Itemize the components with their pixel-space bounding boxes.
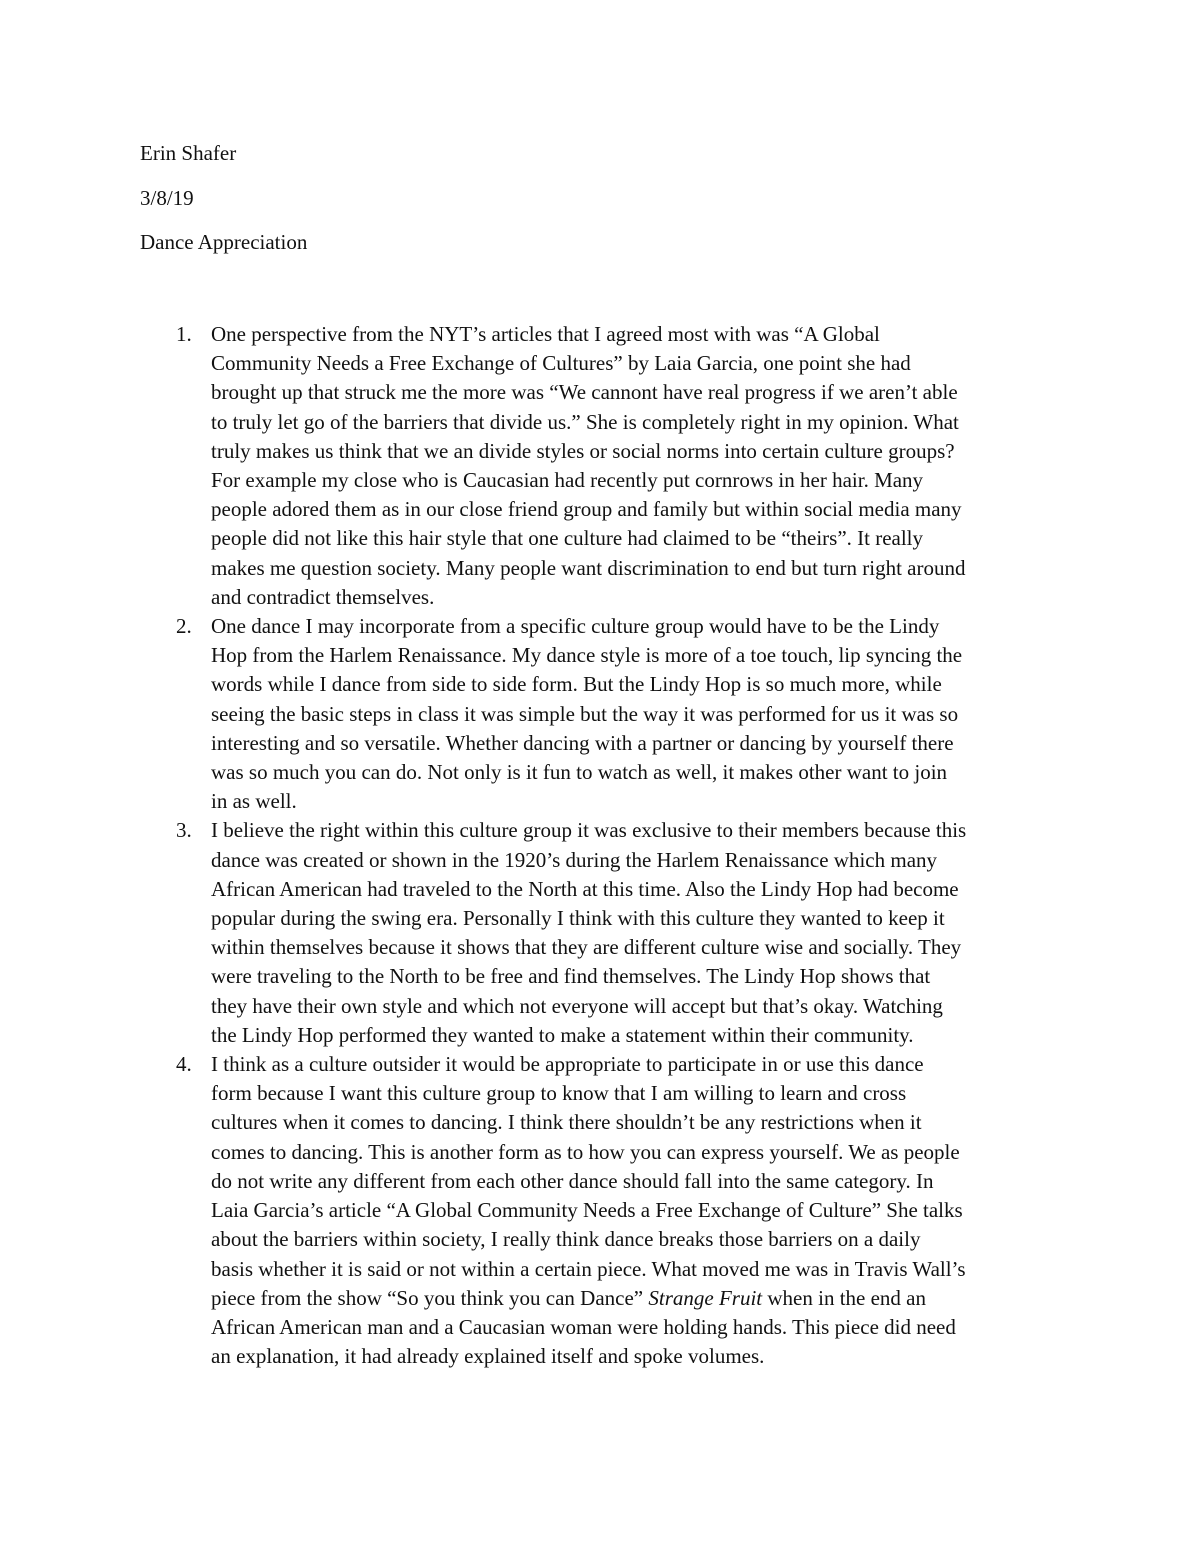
text-line: Hop from the Harlem Renaissance. My dance style is more of a toe touch, lip syncing the [211,643,963,668]
text-line: about the barriers within society, I really think dance breaks those barriers on a daily [211,1227,921,1252]
answer-item-1 [140,320,1080,612]
answer-number: 1. [176,322,192,346]
text-line: people did not like this hair style that one culture had claimed to be “theirs”. It really [211,526,924,551]
answer-number: 4. [176,1052,192,1077]
piece-title: Strange Fruit [648,1285,763,1310]
answer-text [211,816,1080,1050]
text-segment: when in the end an [762,1285,926,1310]
text-line: and contradict themselves. [211,584,435,609]
text-line: words while I dance from side to side form. But the Lindy Hop is so much more, while [211,672,942,697]
text-line: African American had traveled to the North at this time. Also the Lindy Hop had become [211,876,959,901]
text-line: African American man and a Caucasian woman were holding hands. This piece did need [211,1314,956,1339]
text-line: the Lindy Hop performed they wanted to make a statement within their community. [211,1022,914,1047]
text-line: For example my close who is Caucasian had recently put cornrows in her hair. Many [211,468,924,493]
document-date: 3/8/19 [140,185,194,210]
text-line: truly makes us think that we an divide styles or social norms into certain culture groups? [211,438,955,463]
text-line: an explanation, it had already explained itself and spoke volumes. [211,1344,765,1369]
answer-text [211,1050,1080,1371]
text-line: to truly let go of the barriers that divide us.” She is completely right in my opinion. What [211,409,959,434]
text-line: I believe the right within this culture group it was exclusive to their members because this [211,818,967,843]
text-line: they have their own style and which not everyone will accept but that’s okay. Watching [211,993,943,1018]
text-line: comes to dancing. This is another form as to how you can express yourself. We as people [211,1139,960,1164]
author-name: Erin Shafer [140,141,237,165]
answer-number: 3. [176,818,192,843]
text-line: people adored them as in our close friend group and family but within social media many [211,497,962,522]
course-name: Dance Appreciation [140,230,308,254]
text-line: within themselves because it shows that they are different culture wise and socially. They [211,935,962,960]
answer-text [211,612,1080,816]
document-header [140,139,307,273]
answer-list [140,320,1080,1371]
answer-text [211,320,1080,612]
text-line: were traveling to the North to be free and find themselves. The Lindy Hop shows that [211,964,931,989]
text-line: One dance I may incorporate from a specific culture group would have to be the Lindy [211,614,940,639]
answer-number: 2. [176,614,192,639]
answer-item-2 [140,612,1080,816]
text-line: popular during the swing era. Personally I think with this culture they wanted to keep it [211,906,945,931]
text-line: form because I want this culture group to know that I am willing to learn and cross [211,1081,907,1106]
text-line: seeing the basic steps in class it was simple but the way it was performed for us it was so [211,701,959,726]
text-line: interesting and so versatile. Whether dancing with a partner or dancing by yourself there [211,730,954,755]
text-segment: piece from the show “So you think you can Dance” [211,1285,649,1310]
text-line: makes me question society. Many people want discrimination to end but turn right around [211,555,966,580]
text-line: basis whether it is said or not within a certain piece. What moved me was in Travis Wall’s [211,1256,966,1281]
text-line-with-title [211,1286,926,1310]
answer-item-4 [140,1050,1080,1371]
text-line: I think as a culture outsider it would be appropriate to participate in or use this dance [211,1052,924,1077]
text-line: do not write any different from each other dance should fall into the same category. In [211,1168,934,1193]
text-line: cultures when it comes to dancing. I think there shouldn’t be any restrictions when it [211,1110,922,1135]
text-line: in as well. [211,789,297,814]
text-line: dance was created or shown in the 1920’s during the Harlem Renaissance which many [211,847,938,872]
text-line: brought up that struck me the more was “We cannont have real progress if we aren’t able [211,380,958,405]
text-line: One perspective from the NYT’s articles that I agreed most with was “A Global [211,322,880,346]
text-line: was so much you can do. Not only is it fun to watch as well, it makes other want to join [211,760,948,785]
text-line: Community Needs a Free Exchange of Cultures” by Laia Garcia, one point she had [211,351,911,376]
text-line: Laia Garcia’s article “A Global Community Needs a Free Exchange of Culture” She talks [211,1198,963,1223]
answer-item-3 [140,816,1080,1050]
